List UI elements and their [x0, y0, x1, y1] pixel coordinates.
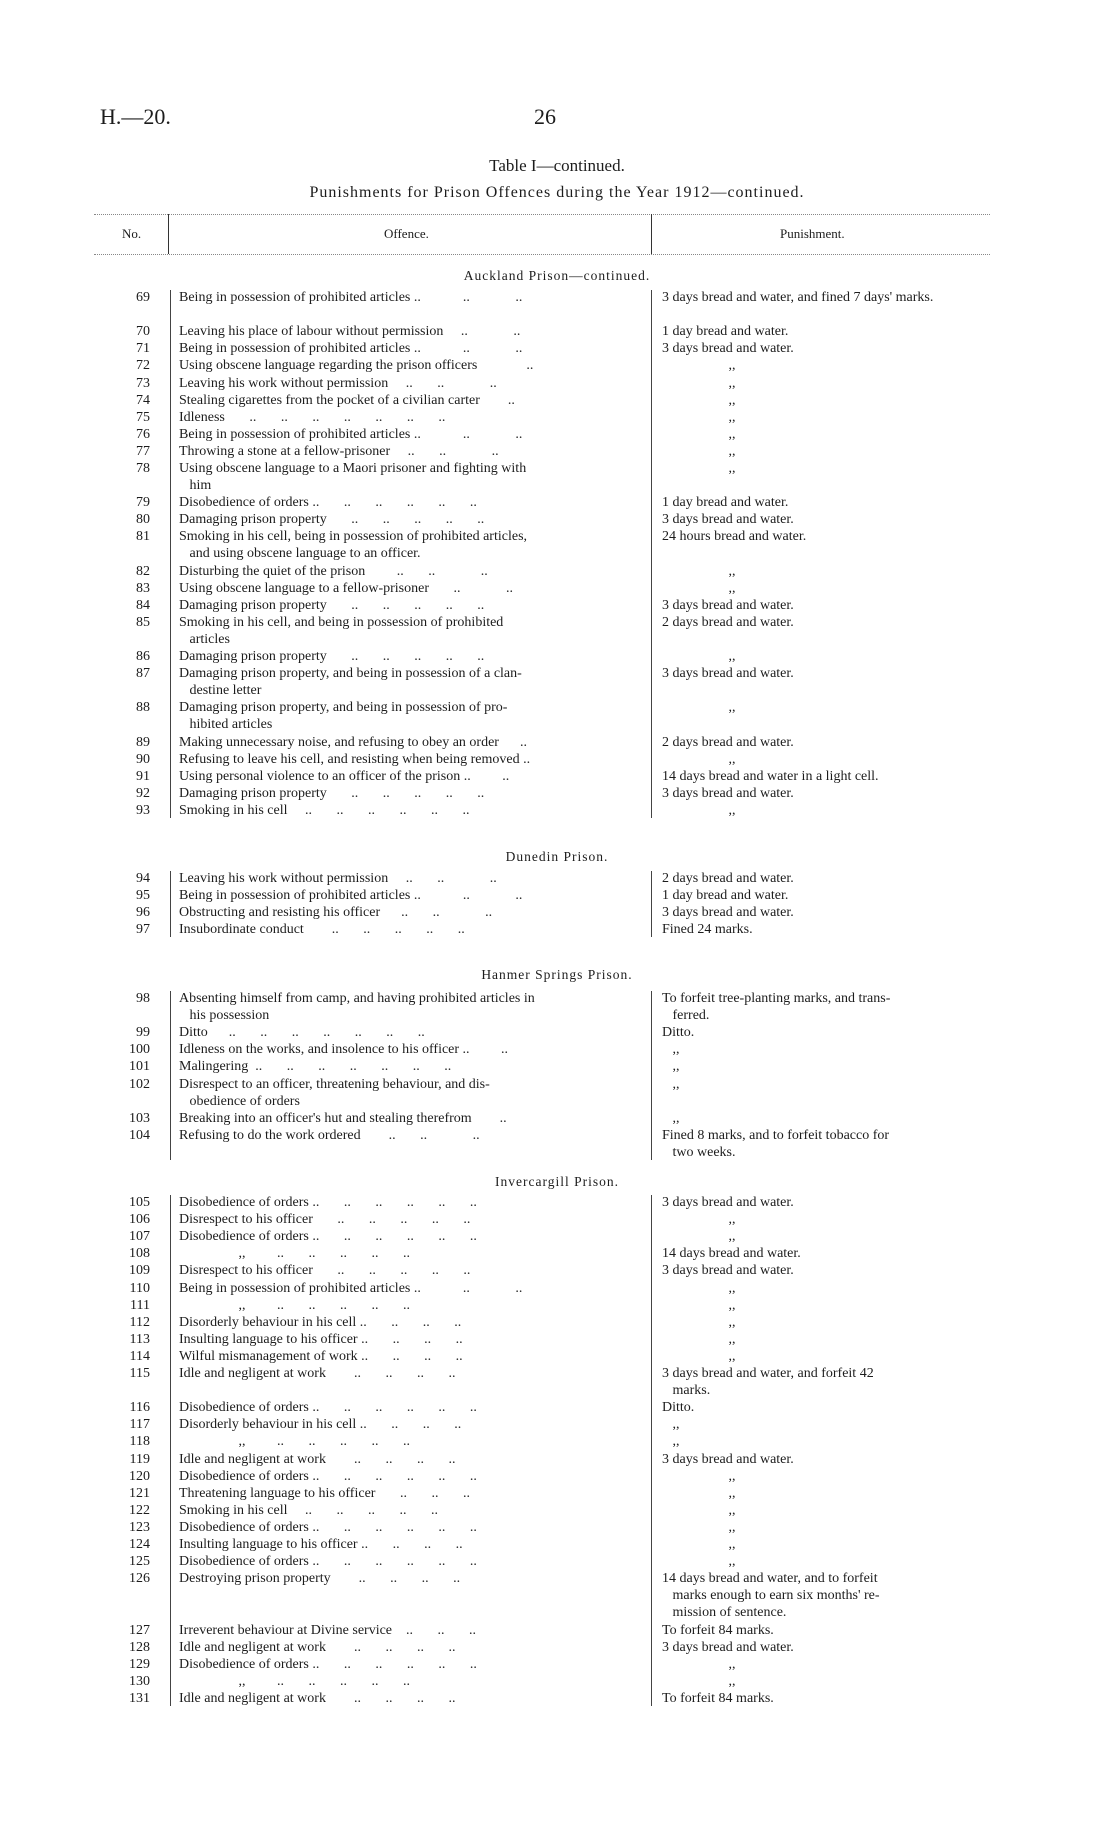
row-number: 100	[129, 1042, 150, 1058]
offence-text: ,, .. .. .. .. ..	[179, 1297, 410, 1313]
offence-text: Damaging prison property .. .. .. .. ..	[179, 785, 485, 801]
punishment-text: 2 days bread and water.	[662, 871, 794, 886]
offence-text: Idle and negligent at work .. .. .. ..	[179, 1451, 456, 1467]
row-number: 75	[136, 409, 150, 425]
punishment-text: 3 days bread and water.	[662, 1451, 794, 1467]
column-divider-left	[170, 871, 171, 937]
punishment-text: 14 days bread and water.	[662, 1246, 801, 1262]
punishment-text: To forfeit 84 marks.	[662, 1622, 774, 1638]
punishment-text: ,,	[662, 1280, 736, 1296]
punishment-text: 3 days bread and water.	[662, 341, 794, 357]
punishment-text: ,,	[662, 1297, 736, 1313]
offence-text: Damaging prison property, and being in possession of pro- hibited articles	[179, 700, 508, 733]
offence-text: Disobedience of orders .. .. .. .. .. ..	[179, 495, 477, 511]
offence-text: Idleness .. .. .. .. .. .. ..	[179, 409, 446, 425]
offence-text: Being in possession of prohibited articles .. .. ..	[179, 426, 523, 442]
row-number: 114	[129, 1348, 150, 1364]
row-number: 73	[136, 375, 150, 391]
punishment-text: ,,	[662, 1314, 736, 1330]
row-number: 103	[129, 1110, 150, 1126]
page-number: 26	[534, 104, 556, 129]
row-number: 124	[129, 1537, 150, 1552]
offence-text: Making unnecessary noise, and refusing to obey an order ..	[179, 734, 527, 750]
punishment-text: 14 days bread and water in a light cell.	[662, 768, 879, 784]
row-number: 102	[129, 1076, 150, 1092]
row-number: 87	[136, 666, 150, 682]
column-divider-left	[170, 1195, 171, 1706]
punishment-text: ,,	[662, 375, 736, 391]
punishment-text: 3 days bread and water.	[662, 905, 794, 921]
offence-text: Insubordinate conduct .. .. .. .. ..	[179, 922, 465, 938]
offence-text: Being in possession of prohibited articles .. .. ..	[179, 290, 523, 305]
offence-text: Disobedience of orders .. .. .. .. .. ..	[179, 1468, 477, 1484]
row-number: 112	[129, 1314, 150, 1330]
punishment-text: ,,	[662, 1673, 736, 1689]
punishment-text: ,,	[662, 700, 736, 716]
column-header-punishment: Punishment.	[780, 226, 845, 241]
row-number: 82	[136, 563, 150, 579]
row-number: 106	[129, 1212, 150, 1228]
row-number: 125	[129, 1554, 150, 1570]
punishment-text: 3 days bread and water, and fined 7 days' marks.	[662, 290, 934, 305]
offence-text: Disrespect to an officer, threatening behaviour, and dis- obedience of orders	[179, 1076, 490, 1109]
punishment-text: ,,	[662, 1537, 736, 1552]
section-heading: Dunedin Prison.	[505, 849, 609, 864]
row-number: 70	[136, 324, 150, 340]
offence-text: Idle and negligent at work .. .. .. ..	[179, 1639, 456, 1655]
punishment-text: Ditto.	[662, 1400, 695, 1416]
row-number: 109	[129, 1263, 150, 1279]
offence-text: Breaking into an officer's hut and stealing therefrom ..	[179, 1110, 507, 1126]
punishment-text: ,,	[662, 1042, 680, 1058]
punishment-text: 1 day bread and water.	[662, 495, 789, 511]
row-number: 72	[136, 358, 150, 374]
punishment-text: ,,	[662, 443, 736, 459]
offence-text: Threatening language to his officer .. .. ..	[179, 1485, 470, 1501]
offence-text: Disobedience of orders .. .. .. .. .. ..	[179, 1656, 477, 1672]
offence-text: Insulting language to his officer .. .. .. ..	[179, 1537, 463, 1552]
offence-text: Disorderly behaviour in his cell .. .. .. ..	[179, 1417, 462, 1433]
offence-text: Disorderly behaviour in his cell .. .. .. ..	[179, 1314, 462, 1330]
table-title: Table I—continued.	[489, 156, 625, 175]
row-number: 121	[129, 1485, 150, 1501]
row-number: 122	[129, 1502, 150, 1518]
offence-text: ,, .. .. .. .. ..	[179, 1246, 410, 1262]
punishment-text: 1 day bread and water.	[662, 888, 789, 904]
offence-text: ,, .. .. .. .. ..	[179, 1673, 410, 1689]
punishment-text: 2 days bread and water.	[662, 614, 794, 630]
punishment-text: ,,	[662, 1348, 736, 1364]
row-number: 117	[129, 1417, 150, 1433]
row-number: 86	[136, 649, 150, 665]
offence-text: Insulting language to his officer .. .. .. ..	[179, 1331, 463, 1347]
offence-text: Using obscene language to a Maori prisoner and fighting with him	[179, 461, 527, 493]
offence-text: Idle and negligent at work .. .. .. ..	[179, 1690, 456, 1706]
offence-text: Disobedience of orders .. .. .. .. .. ..	[179, 1229, 477, 1245]
punishment-text: ,,	[662, 1229, 736, 1245]
row-number: 92	[136, 785, 150, 801]
offence-text: Smoking in his cell, and being in possession of prohibited articles	[179, 614, 504, 647]
offence-text: Disobedience of orders .. .. .. .. .. ..	[179, 1519, 477, 1535]
offence-text: Using personal violence to an officer of the prison .. ..	[179, 768, 510, 784]
row-number: 115	[129, 1366, 150, 1381]
punishment-text: ,,	[662, 1417, 680, 1433]
punishment-text: 3 days bread and water.	[662, 1195, 794, 1210]
punishment-text: ,,	[662, 1485, 736, 1501]
offence-text: Leaving his work without permission .. .. ..	[179, 375, 497, 391]
row-number: 105	[129, 1195, 150, 1210]
row-number: 120	[129, 1468, 150, 1484]
offence-text: Disturbing the quiet of the prison .. .. ..	[179, 563, 488, 579]
punishment-text: ,,	[662, 461, 736, 476]
row-number: 104	[129, 1127, 150, 1143]
column-divider-right	[651, 290, 652, 818]
punishment-text: Fined 8 marks, and to forfeit tobacco for two weeks.	[662, 1127, 890, 1160]
offence-text: Irreverent behaviour at Divine service .. .. ..	[179, 1622, 477, 1638]
offence-text: Stealing cigarettes from the pocket of a civilian carter ..	[179, 392, 515, 408]
punishment-text: 3 days bread and water, and forfeit 42 marks.	[662, 1366, 874, 1398]
row-number: 127	[129, 1622, 150, 1638]
row-number: 128	[129, 1639, 150, 1655]
punishment-text: 3 days bread and water.	[662, 597, 794, 613]
offence-text: Damaging prison property .. .. .. .. ..	[179, 512, 485, 528]
offence-text: Being in possession of prohibited articles .. .. ..	[179, 888, 523, 904]
row-number: 88	[136, 700, 150, 716]
row-number: 116	[129, 1400, 150, 1416]
row-number: 83	[136, 580, 150, 596]
column-divider-left	[170, 991, 171, 1160]
offence-text: Refusing to leave his cell, and resisting when being removed ..	[179, 751, 531, 767]
column-divider-right	[651, 871, 652, 937]
row-number: 129	[129, 1656, 150, 1672]
row-number: 96	[136, 905, 150, 921]
row-number: 69	[136, 290, 150, 305]
row-number: 90	[136, 751, 150, 767]
offence-text: Smoking in his cell, being in possession of prohibited articles, and using obscene language to an officer.	[179, 529, 528, 562]
offence-text: Using obscene language regarding the prison officers ..	[179, 358, 534, 374]
row-number: 76	[136, 426, 150, 442]
offence-text: Throwing a stone at a fellow-prisoner .. .. ..	[179, 443, 499, 459]
row-number: 93	[136, 803, 150, 818]
offence-text: Disrespect to his officer .. .. .. .. ..	[179, 1263, 471, 1279]
row-number: 78	[136, 461, 150, 476]
row-number: 130	[129, 1673, 150, 1689]
section-heading: Invercargill Prison.	[495, 1174, 619, 1189]
row-number: 97	[136, 922, 150, 938]
punishment-text: ,,	[662, 426, 736, 442]
punishment-text: 24 hours bread and water.	[662, 529, 807, 545]
row-number: 77	[136, 443, 150, 459]
punishment-text: ,,	[662, 580, 736, 596]
punishment-text: 3 days bread and water.	[662, 666, 794, 682]
offence-text: Obstructing and resisting his officer .. .. ..	[179, 905, 493, 921]
punishment-text: ,,	[662, 1519, 736, 1535]
offence-text: Being in possession of prohibited articles .. .. ..	[179, 341, 523, 357]
offence-text: Using obscene language to a fellow-prisoner .. ..	[179, 580, 513, 596]
row-number: 85	[136, 614, 150, 630]
row-number: 74	[136, 392, 150, 408]
offence-text: Smoking in his cell .. .. .. .. .. ..	[179, 803, 470, 818]
offence-text: Damaging prison property .. .. .. .. ..	[179, 597, 485, 613]
punishment-text: ,,	[662, 1331, 736, 1347]
header-divider-left	[168, 214, 169, 254]
offence-text: Refusing to do the work ordered .. .. ..	[179, 1127, 480, 1143]
punishment-text: Fined 24 marks.	[662, 922, 753, 938]
punishment-text: ,,	[662, 1502, 736, 1518]
punishment-text: ,,	[662, 1110, 680, 1126]
punishment-text: ,,	[662, 1434, 680, 1450]
punishment-text: To forfeit tree-planting marks, and trans- ferred.	[662, 991, 891, 1023]
punishment-text: ,,	[662, 803, 736, 818]
punishment-text: 3 days bread and water.	[662, 1263, 794, 1279]
offence-text: Smoking in his cell .. .. .. .. ..	[179, 1502, 438, 1518]
column-divider-left	[170, 290, 171, 818]
header-top-rule	[94, 214, 990, 215]
row-number: 89	[136, 734, 150, 750]
row-number: 94	[136, 871, 150, 886]
punishment-text: 14 days bread and water, and to forfeit marks enough to earn six months' re- mission of sentence.	[662, 1571, 880, 1621]
row-number: 131	[129, 1690, 150, 1706]
header-bottom-rule	[94, 254, 990, 255]
row-number: 118	[129, 1434, 150, 1450]
column-divider-right	[651, 991, 652, 1160]
offence-text: Idleness on the works, and insolence to his officer .. ..	[179, 1042, 509, 1058]
punishment-text: 1 day bread and water.	[662, 324, 789, 340]
row-number: 71	[136, 341, 150, 357]
header-divider-right	[651, 214, 652, 254]
punishment-text: 2 days bread and water.	[662, 734, 794, 750]
punishment-text: 3 days bread and water.	[662, 1639, 794, 1655]
offence-text: Wilful mismanagement of work .. .. .. ..	[179, 1348, 463, 1364]
punishment-text: ,,	[662, 358, 736, 374]
offence-text: Ditto .. .. .. .. .. .. ..	[179, 1025, 425, 1041]
offence-text: ,, .. .. .. .. ..	[179, 1434, 410, 1450]
row-number: 111	[130, 1297, 150, 1313]
row-number: 98	[136, 991, 150, 1006]
punishment-text: ,,	[662, 751, 736, 767]
punishment-text: ,,	[662, 1212, 736, 1228]
punishment-text: ,,	[662, 1076, 680, 1092]
offence-text: Destroying prison property .. .. .. ..	[179, 1571, 461, 1587]
punishment-text: ,,	[662, 563, 736, 579]
offence-text: Idle and negligent at work .. .. .. ..	[179, 1366, 456, 1381]
row-number: 123	[129, 1519, 150, 1535]
offence-text: Leaving his work without permission .. .. ..	[179, 871, 497, 886]
row-number: 119	[129, 1451, 150, 1467]
table-subtitle: Punishments for Prison Offences during the Year 1912—continued.	[309, 184, 805, 201]
row-number: 110	[129, 1280, 150, 1296]
column-divider-right	[651, 1195, 652, 1706]
punishment-text: ,,	[662, 1656, 736, 1672]
offence-text: Damaging prison property, and being in possession of a clan- destine letter	[179, 666, 522, 699]
offence-text: Damaging prison property .. .. .. .. ..	[179, 649, 485, 665]
row-number: 101	[129, 1059, 150, 1075]
document-reference: H.—20.	[100, 104, 171, 129]
row-number: 95	[136, 888, 150, 904]
punishment-text: ,,	[662, 1554, 736, 1570]
offence-text: Disobedience of orders .. .. .. .. .. ..	[179, 1554, 477, 1570]
offence-text: Absenting himself from camp, and having prohibited articles in his possession	[179, 991, 535, 1023]
row-number: 113	[129, 1331, 150, 1347]
punishment-text: 3 days bread and water.	[662, 785, 794, 801]
punishment-text: ,,	[662, 1059, 680, 1075]
offence-text: Malingering .. .. .. .. .. .. ..	[179, 1059, 452, 1075]
punishment-text: To forfeit 84 marks.	[662, 1690, 774, 1706]
punishment-text: ,,	[662, 649, 736, 665]
row-number: 99	[136, 1025, 150, 1041]
column-header-no: No.	[122, 226, 142, 241]
punishment-text: ,,	[662, 1468, 736, 1484]
punishment-text: 3 days bread and water.	[662, 512, 794, 528]
row-number: 107	[129, 1229, 150, 1245]
row-number: 79	[136, 495, 150, 511]
row-number: 80	[136, 512, 150, 528]
row-number: 81	[136, 529, 150, 545]
offence-text: Disobedience of orders .. .. .. .. .. ..	[179, 1400, 477, 1416]
offence-text: Leaving his place of labour without permission .. ..	[179, 324, 521, 340]
punishment-text: Ditto.	[662, 1025, 695, 1041]
section-heading: Auckland Prison—continued.	[463, 268, 651, 283]
row-number: 108	[129, 1246, 150, 1262]
row-number: 126	[129, 1571, 150, 1587]
offence-text: Disobedience of orders .. .. .. .. .. ..	[179, 1195, 477, 1210]
offence-text: Being in possession of prohibited articles .. .. ..	[179, 1280, 523, 1296]
section-heading: Hanmer Springs Prison.	[481, 967, 633, 982]
column-header-offence: Offence.	[384, 226, 429, 241]
row-number: 84	[136, 597, 150, 613]
punishment-text: ,,	[662, 392, 736, 408]
punishment-text: ,,	[662, 409, 736, 425]
offence-text: Disrespect to his officer .. .. .. .. ..	[179, 1212, 471, 1228]
row-number: 91	[136, 768, 150, 784]
